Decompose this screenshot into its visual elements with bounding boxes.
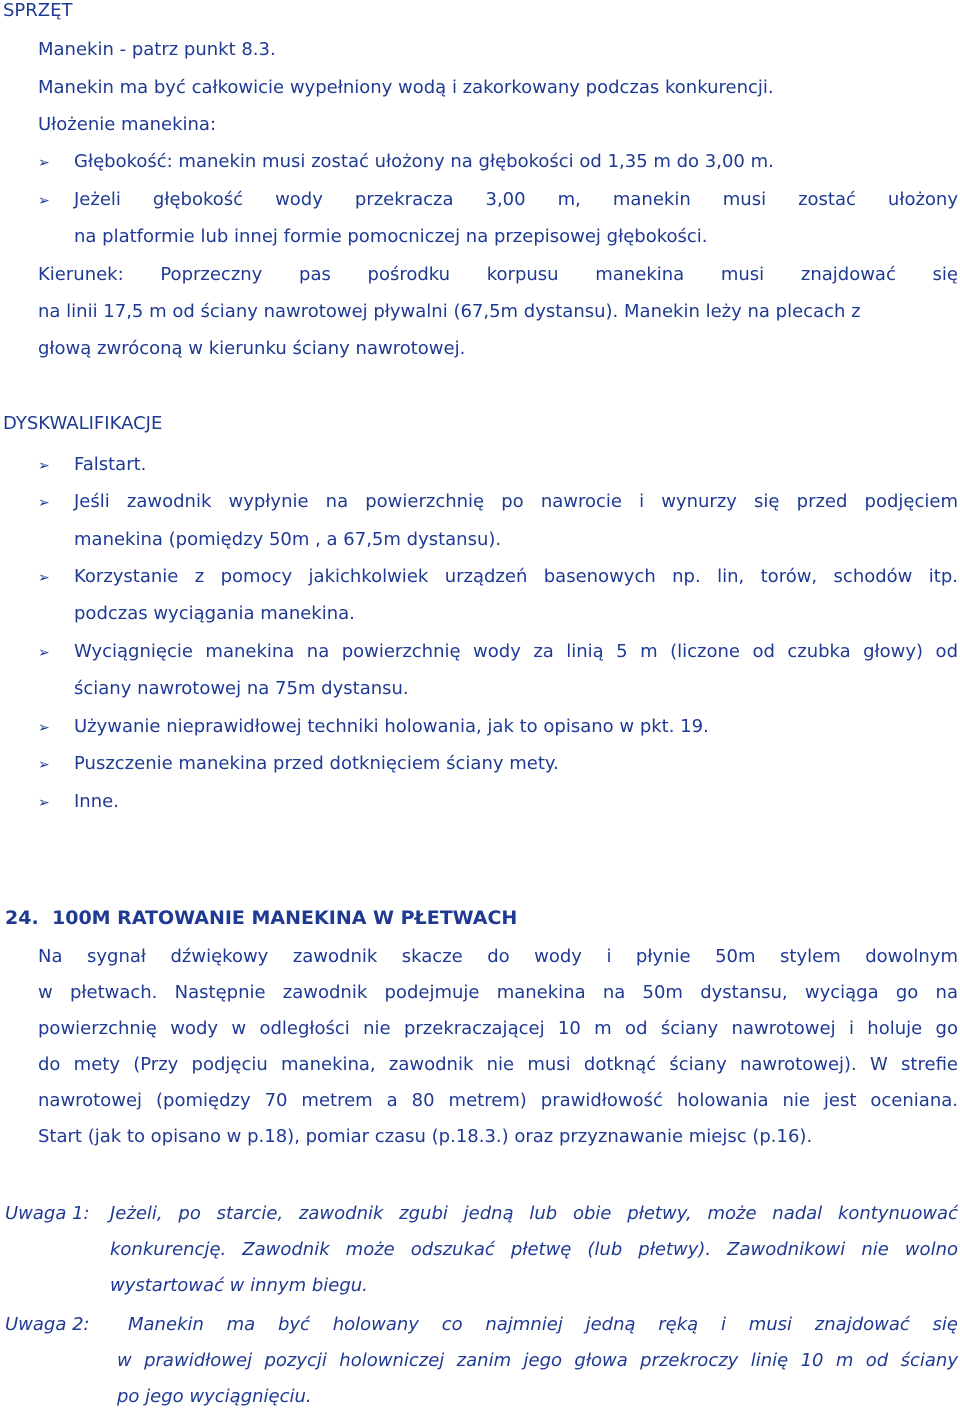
equipment-bullet-1: Głębokość: manekin musi zostać ułożony na głębokości od 1,35 m do 3,00 m.: [74, 151, 774, 172]
equipment-line-1: Manekin - patrz punkt 8.3.: [38, 39, 276, 60]
equipment-line-2: Manekin ma być całkowicie wypełniony wodą i zakorkowany podczas konkurencji.: [38, 77, 774, 98]
section-title: 100M RATOWANIE MANEKINA W PŁETWACH: [52, 907, 518, 929]
disqualification-item-3-line-1: Korzystanie z pomocy jakichkolwiek urządzeń basenowych np. lin, torów, schodów itp.: [74, 566, 958, 587]
section-number: 24.: [5, 907, 39, 929]
disqualification-item-1: Falstart.: [74, 454, 147, 475]
disqualification-item-5: Używanie nieprawidłowej techniki holowania, jak to opisano w pkt. 19.: [74, 716, 709, 737]
disqualifications-heading: DYSKWALIFIKACJE: [3, 413, 163, 434]
note-1-label: Uwaga 1:: [5, 1203, 90, 1224]
note-2-line-3: po jego wyciągnięciu.: [117, 1386, 312, 1407]
disqualification-item-3-line-2: podczas wyciągania manekina.: [74, 603, 355, 624]
section-body-line-6: Start (jak to opisano w p.18), pomiar czasu (p.18.3.) oraz przyznawanie miejsc (p.16).: [38, 1126, 813, 1147]
arrowhead-bullet-icon: ➢: [38, 495, 50, 511]
disqualification-item-2-line-2: manekina (pomiędzy 50m , a 67,5m dystansu).: [74, 529, 502, 550]
equipment-bullet-2-line-1: Jeżeli głębokość wody przekracza 3,00 m, manekin musi zostać ułożony: [74, 189, 958, 210]
direction-line-1: Kierunek: Poprzeczny pas pośrodku korpusu manekina musi znajdować się: [38, 264, 958, 285]
arrowhead-bullet-icon: ➢: [38, 155, 50, 171]
note-2-line-2: w prawidłowej pozycji holowniczej zanim jego głowa przekroczy linię 10 m od ściany: [117, 1350, 958, 1371]
section-body-line-2: w płetwach. Następnie zawodnik podejmuje manekina na 50m dystansu, wyciąga go na: [38, 982, 958, 1003]
disqualification-item-7: Inne.: [74, 791, 119, 812]
arrowhead-bullet-icon: ➢: [38, 458, 50, 474]
section-body-line-5: nawrotowej (pomiędzy 70 metrem a 80 metrem) prawidłowość holowania nie jest oceniana.: [38, 1090, 958, 1111]
equipment-heading: SPRZĘT: [3, 0, 73, 21]
disqualification-item-2-line-1: Jeśli zawodnik wypłynie na powierzchnię po nawrocie i wynurzy się przed podjęciem: [74, 491, 958, 512]
arrowhead-bullet-icon: ➢: [38, 795, 50, 811]
note-2-label: Uwaga 2:: [5, 1314, 90, 1335]
note-1-line-2: konkurencję. Zawodnik może odszukać płetwę (lub płetwy). Zawodnikowi nie wolno: [110, 1239, 958, 1260]
direction-line-2: na linii 17,5 m od ściany nawrotowej pływalni (67,5m dystansu). Manekin leży na plecach z: [38, 301, 861, 322]
arrowhead-bullet-icon: ➢: [38, 570, 50, 586]
disqualification-item-4-line-2: ściany nawrotowej na 75m dystansu.: [74, 678, 409, 699]
arrowhead-bullet-icon: ➢: [38, 757, 50, 773]
arrowhead-bullet-icon: ➢: [38, 193, 50, 209]
note-2-line-1: Manekin ma być holowany co najmniej jedną ręką i musi znajdować się: [128, 1314, 958, 1335]
arrowhead-bullet-icon: ➢: [38, 645, 50, 661]
section-body-line-4: do mety (Przy podjęciu manekina, zawodnik nie musi dotknąć ściany nawrotowej). W strefie: [38, 1054, 958, 1075]
equipment-bullet-2-line-2: na platformie lub innej formie pomocniczej na przepisowej głębokości.: [74, 226, 708, 247]
disqualification-item-4-line-1: Wyciągnięcie manekina na powierzchnię wody za linią 5 m (liczone od czubka głowy) od: [74, 641, 958, 662]
note-1-line-3: wystartować w innym biegu.: [110, 1275, 368, 1296]
arrowhead-bullet-icon: ➢: [38, 720, 50, 736]
section-body-line-1: Na sygnał dźwiękowy zawodnik skacze do wody i płynie 50m stylem dowolnym: [38, 946, 958, 967]
direction-line-3: głową zwróconą w kierunku ściany nawrotowej.: [38, 338, 466, 359]
section-body-line-3: powierzchnię wody w odległości nie przekraczającej 10 m od ściany nawrotowej i holuje go: [38, 1018, 958, 1039]
note-1-line-1: Jeżeli, po starcie, zawodnik zgubi jedną lub obie płetwy, może nadal kontynuować: [110, 1203, 958, 1224]
disqualification-item-6: Puszczenie manekina przed dotknięciem ściany mety.: [74, 753, 559, 774]
equipment-line-3: Ułożenie manekina:: [38, 114, 217, 135]
